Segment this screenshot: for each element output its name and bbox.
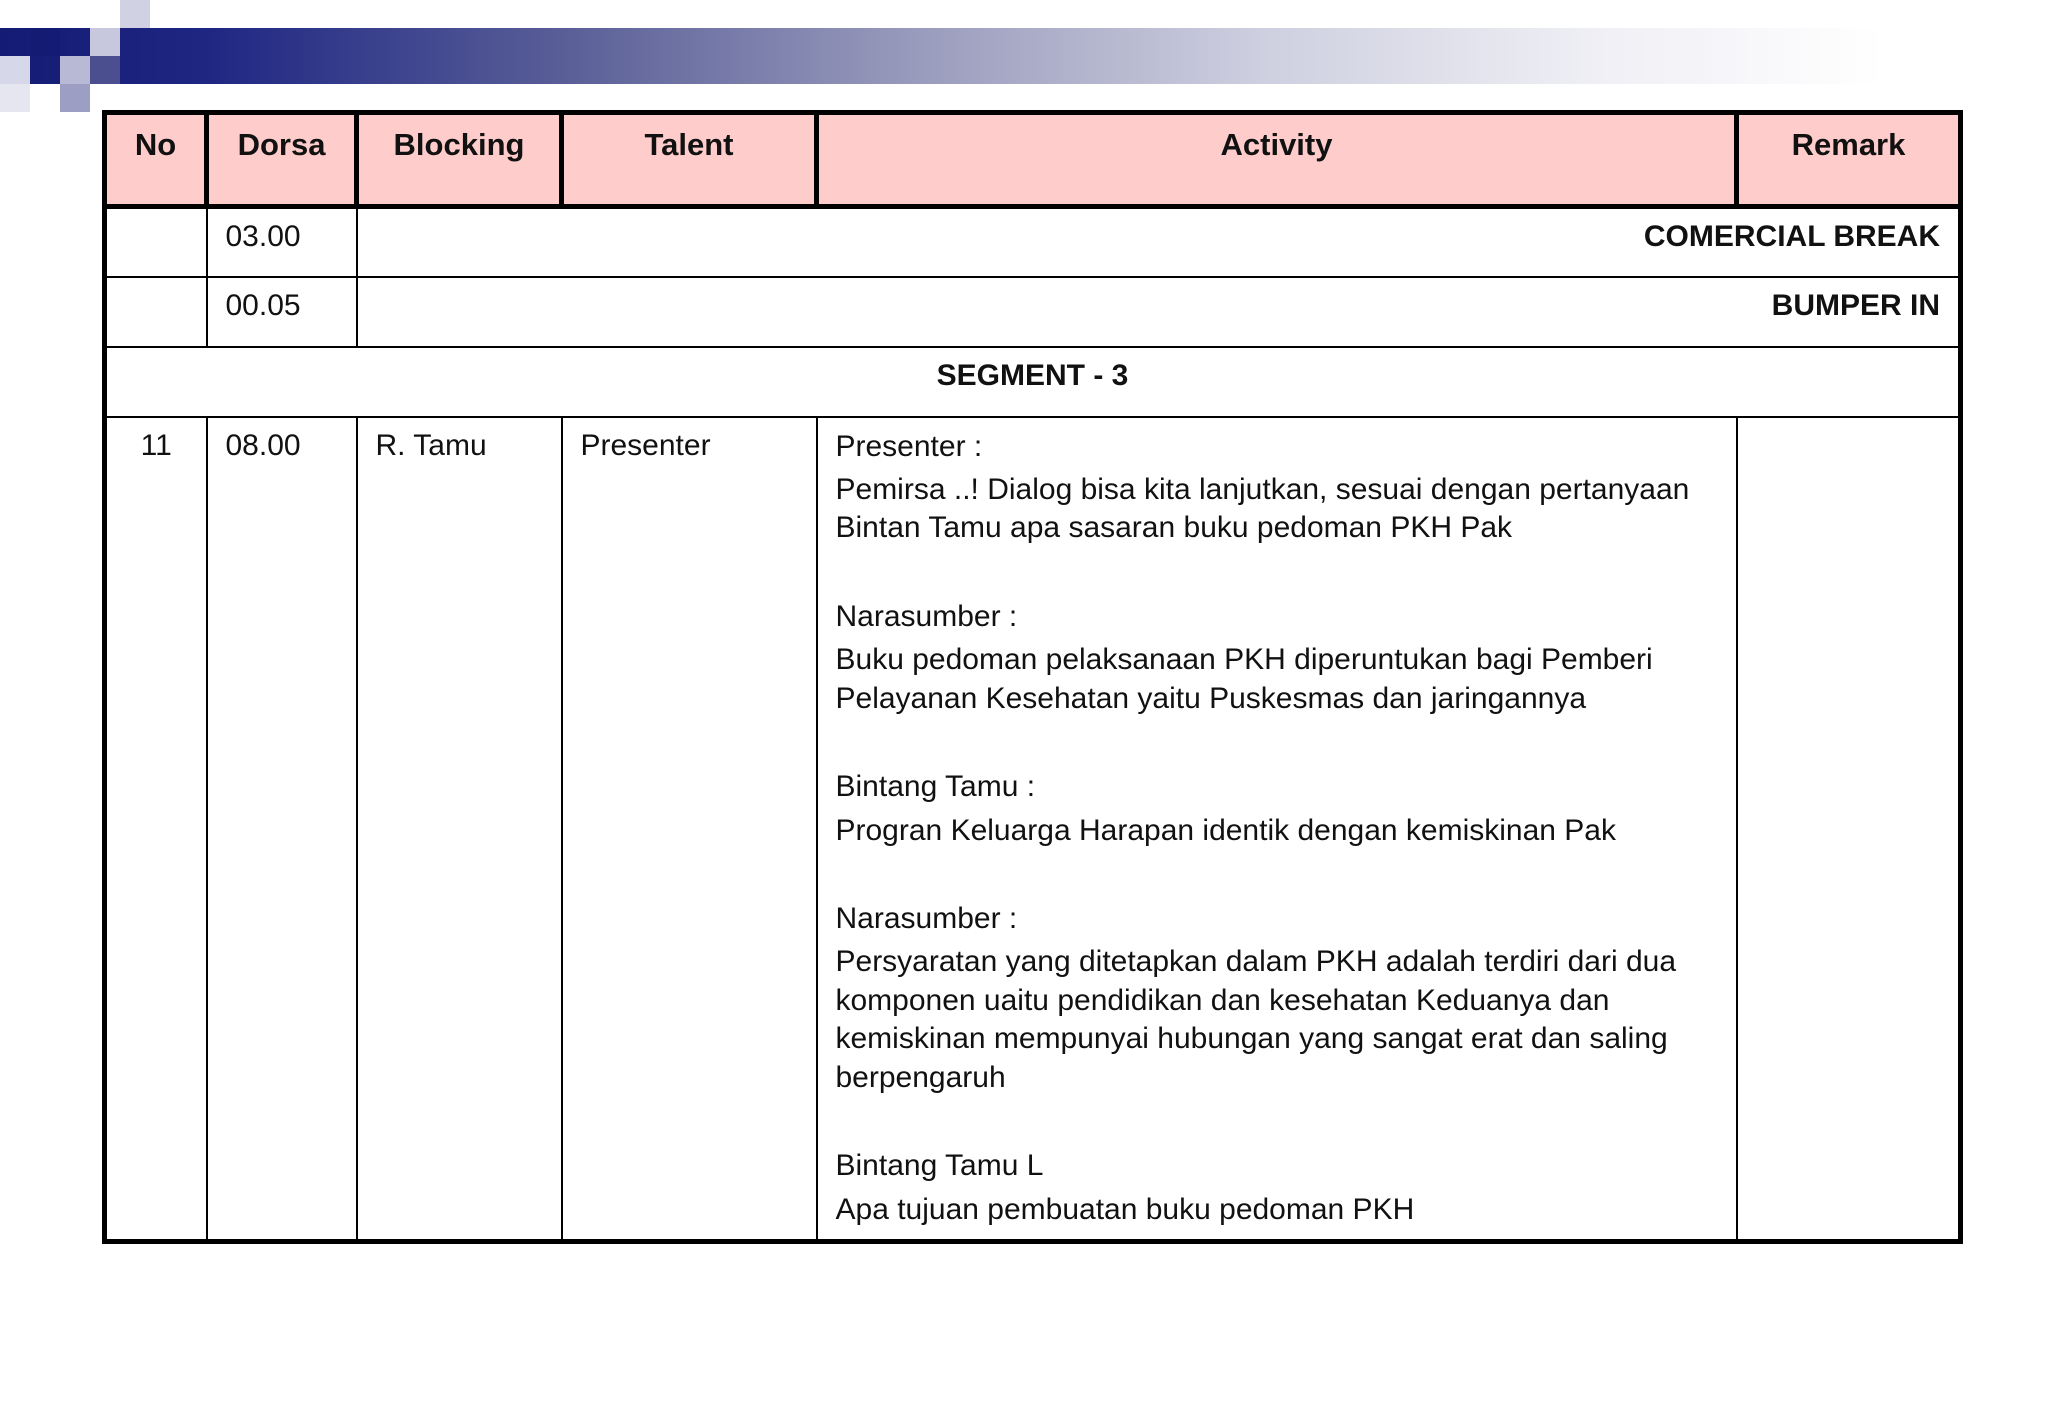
decor-square <box>30 28 60 56</box>
decor-square <box>0 56 30 84</box>
table-row <box>105 277 1961 347</box>
decor-square <box>30 84 60 112</box>
table-header-row <box>105 113 1961 207</box>
activity-line: Apa tujuan pembuatan buku pedoman PKH <box>835 1192 1415 1226</box>
header-gradient-band <box>0 28 2048 84</box>
decor-square <box>120 0 150 28</box>
activity-speaker: Bintang Tamu L <box>835 1149 1044 1183</box>
segment-row <box>105 347 1961 417</box>
cell-no: 11 <box>105 417 207 1242</box>
activity-line: Persyaratan yang ditetapkan dalam PKH adalah terdiri dari dua komponen uaitu pendidikan dan kesehatan Keduanya dan kemiskinan mempunyai hubungan yang sangat erat dan saling berpengaruh <box>835 945 1676 1094</box>
activity-speaker: Presenter : <box>835 429 983 463</box>
cell-no <box>105 277 207 347</box>
activity-line: Buku pedoman pelaksanaan PKH diperuntukan bagi Pemberi Pelayanan Kesehatan yaitu Puskesmas dan jaringannya <box>835 643 1653 715</box>
cell-break-label: COMERCIAL BREAK <box>357 207 1961 277</box>
activity-line: Pemirsa ..! Dialog bisa kita lanjutkan, sesuai dengan pertanyaan Bintan Tamu apa sasaran buku pedoman PKH Pak <box>835 473 1690 545</box>
header-activity: Activity <box>817 113 1737 207</box>
decor-square <box>90 56 120 84</box>
decor-square <box>90 28 120 56</box>
decor-square <box>60 84 90 112</box>
cell-dorsa: 00.05 <box>207 277 357 347</box>
decor-square <box>0 0 30 28</box>
rundown-table <box>102 110 1963 1244</box>
table-row <box>105 207 1961 277</box>
cell-activity <box>817 417 1737 1242</box>
cell-dorsa: 08.00 <box>207 417 357 1242</box>
header-blocking: Blocking <box>357 113 562 207</box>
cell-dorsa: 03.00 <box>207 207 357 277</box>
cell-blocking: R. Tamu <box>357 417 562 1242</box>
decor-square <box>60 56 90 84</box>
header-talent: Talent <box>562 113 817 207</box>
activity-speaker: Bintang Tamu : <box>835 770 1036 804</box>
cell-break-label: BUMPER IN <box>357 277 1961 347</box>
cell-remark <box>1737 417 1961 1242</box>
activity-speaker: Narasumber : <box>835 901 1018 935</box>
header-no: No <box>105 113 207 207</box>
activity-line: Progran Keluarga Harapan identik dengan kemiskinan Pak <box>835 813 1616 847</box>
header-dorsa: Dorsa <box>207 113 357 207</box>
cell-no <box>105 207 207 277</box>
header-remark: Remark <box>1737 113 1961 207</box>
cell-talent: Presenter <box>562 417 817 1242</box>
segment-label: SEGMENT - 3 <box>105 347 1961 417</box>
decor-square <box>0 84 30 112</box>
activity-speaker: Narasumber : <box>835 599 1018 633</box>
table-row <box>105 417 1961 1242</box>
